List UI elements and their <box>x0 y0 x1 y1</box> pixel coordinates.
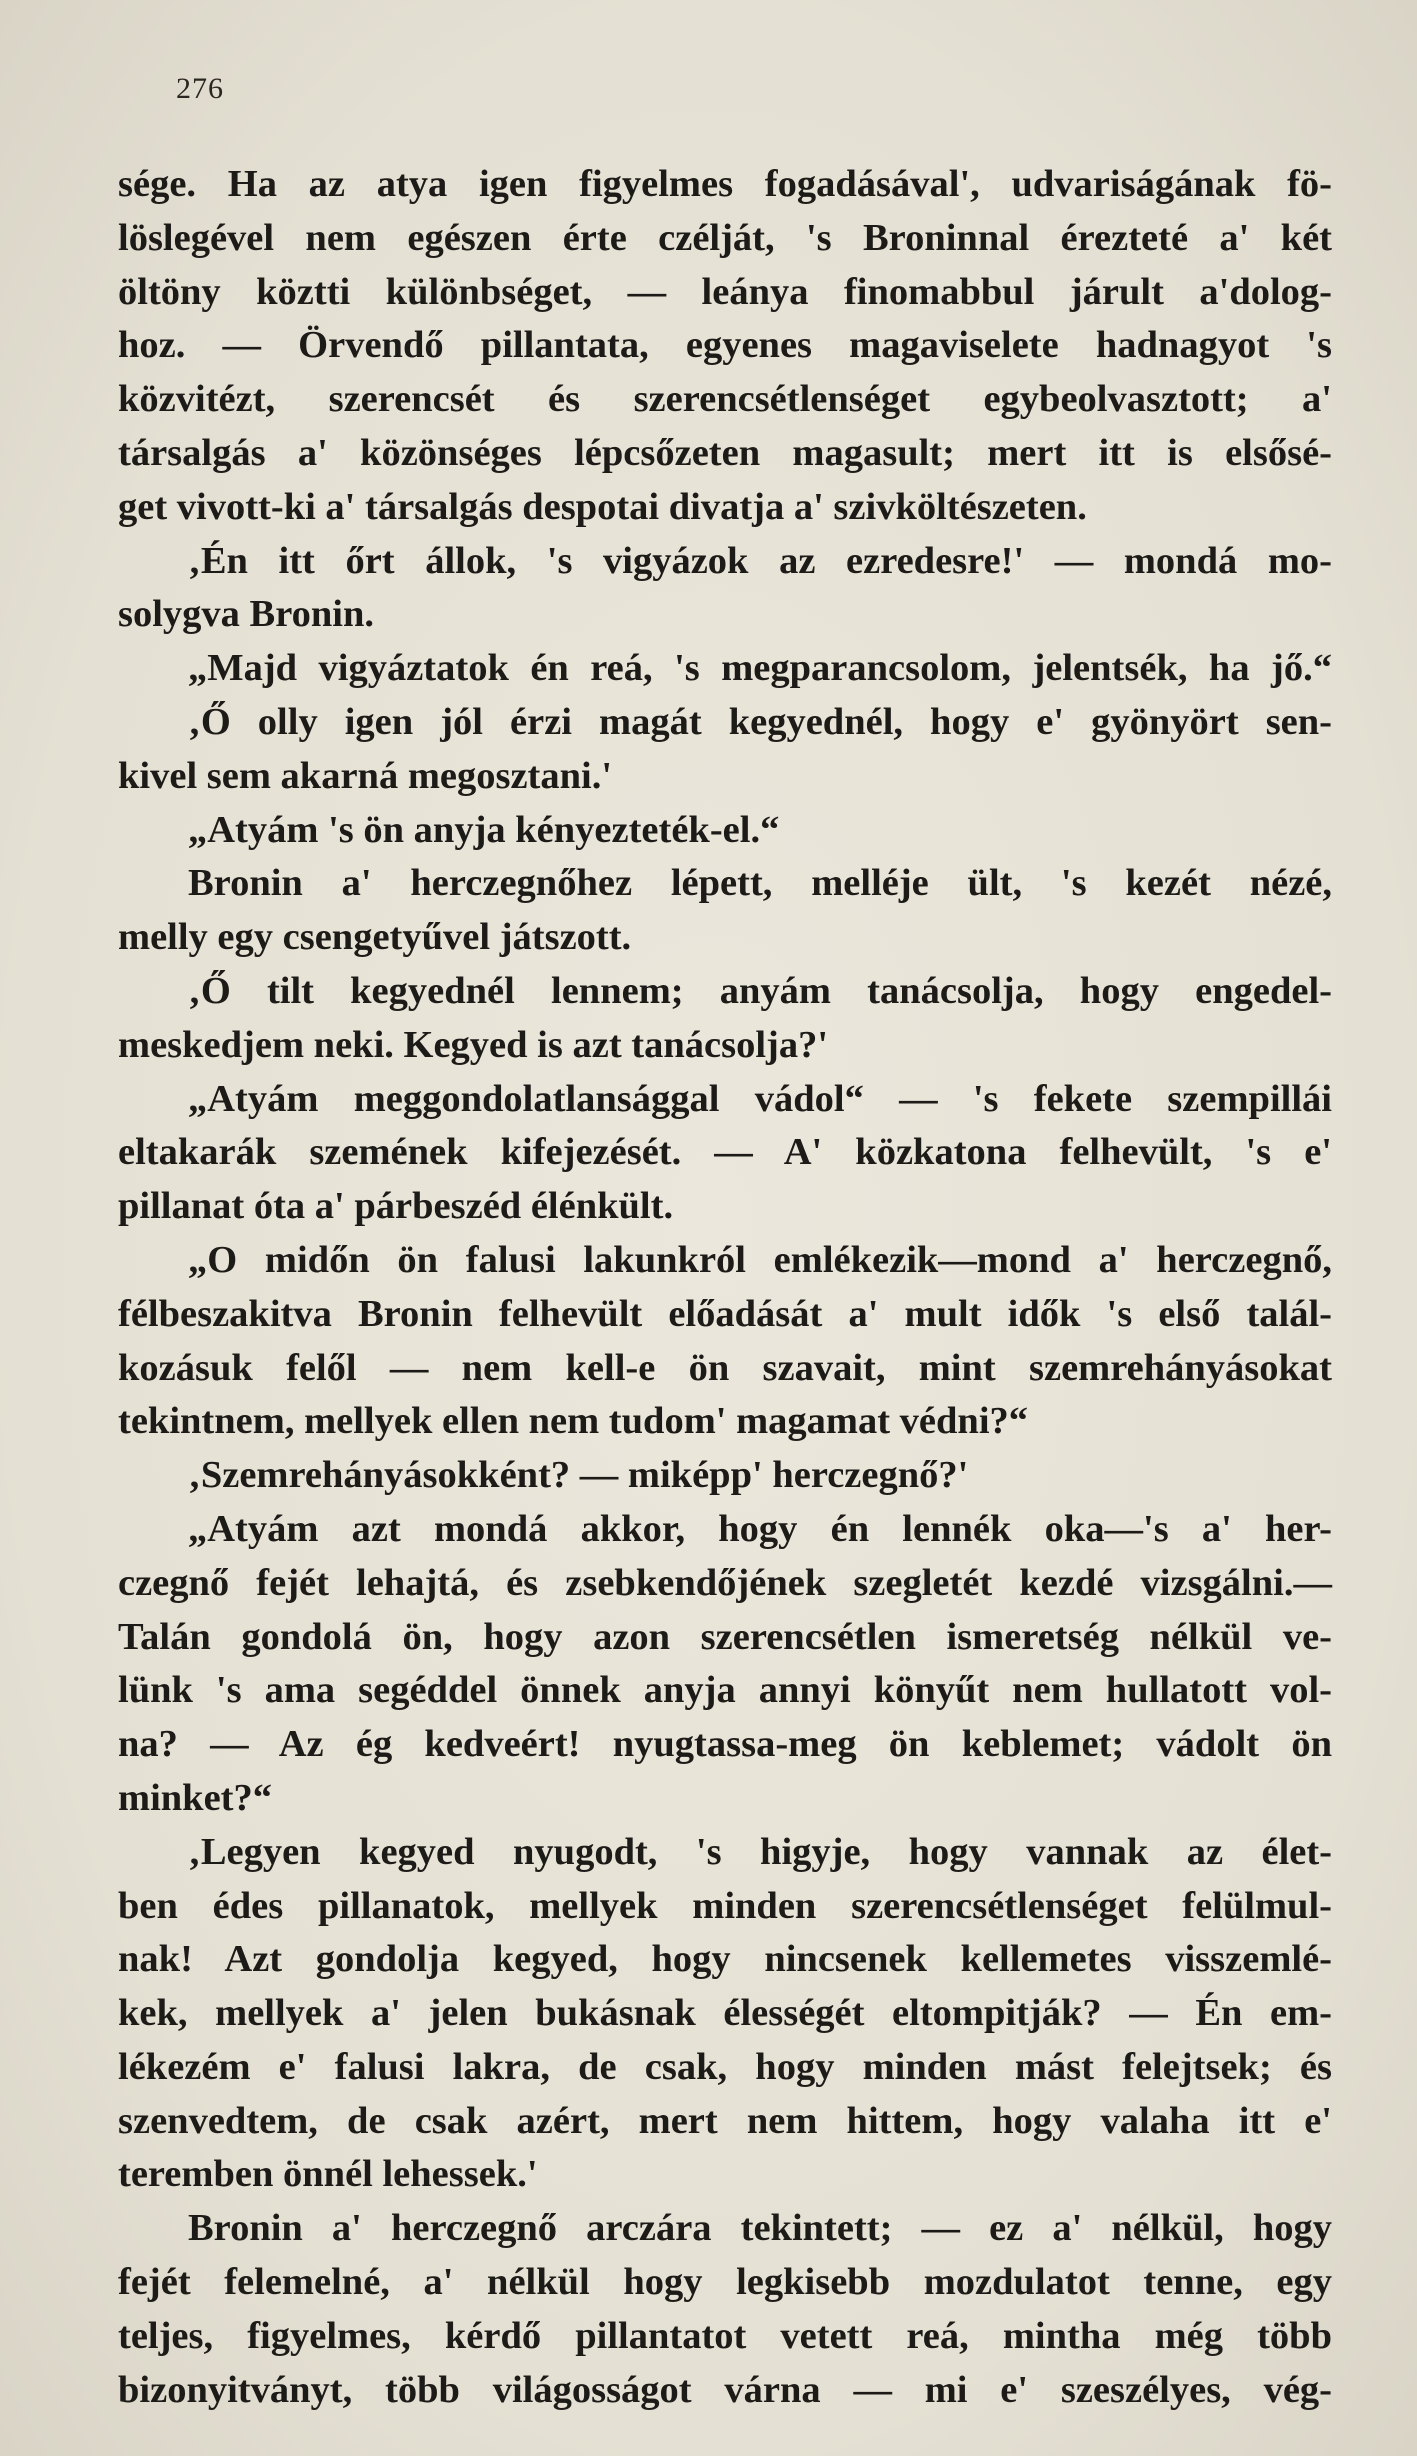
text-line: kozásuk felől — nem kell-e ön szavait, mint szemrehányásokat <box>118 1346 1332 1389</box>
text-line: pillanat óta a' párbeszéd élénkült. <box>118 1185 674 1228</box>
text-line: Talán gondolá ön, hogy azon szerencsétlen ismeretség nélkül ve- <box>118 1615 1332 1658</box>
text-line: „Majd vigyáztatok én reá, 's megparancsolom, jelentsék, ha jő.“ <box>188 647 1332 690</box>
text-line: Bronin a' herczegnőhez lépett, melléje ült, 's kezét nézé, <box>188 862 1332 905</box>
text-line: „O midőn ön falusi lakunkról emlékezik—mond a' herczegnő, <box>188 1238 1332 1281</box>
text-line: eltakarák szemének kifejezését. — A' közkatona felhevült, 's e' <box>118 1131 1332 1174</box>
text-line: ‚Szemrehányásokként? — miképp' herczegnő?' <box>188 1454 969 1497</box>
text-line: minket?“ <box>118 1776 272 1819</box>
text-line: tekintnem, mellyek ellen nem tudom' magamat védni?“ <box>118 1400 1029 1443</box>
text-line: hoz. — Örvendő pillantata, egyenes magaviselete hadnagyot 's <box>118 324 1332 367</box>
text-line: sége. Ha az atya igen figyelmes fogadásával', udvariságának fö- <box>118 163 1332 205</box>
text-line: Bronin a' herczegnő arczára tekintett; — ez a' nélkül, hogy <box>188 2207 1332 2250</box>
text-line: ‚Én itt őrt állok, 's vigyázok az ezredesre!' — mondá mo- <box>188 539 1332 582</box>
text-line: lékezém e' falusi lakra, de csak, hogy minden mást felejtsek; és <box>118 2045 1332 2088</box>
text-line: solygva Bronin. <box>118 593 375 636</box>
text-line: meskedjem neki. Kegyed is azt tanácsolja?' <box>118 1023 829 1066</box>
page-number: 276 <box>176 72 224 105</box>
text-line: ben édes pillanatok, mellyek minden szerencsétlenséget felülmul- <box>118 1884 1332 1927</box>
text-line: „Atyám azt mondá akkor, hogy én lennék oka—'s a' her- <box>188 1507 1332 1550</box>
text-line: „Atyám 's ön anyja kényezteték-el.“ <box>188 808 780 851</box>
text-line: fejét felemelné, a' nélkül hogy legkisebb mozdulatot tenne, egy <box>118 2261 1332 2304</box>
body-text <box>118 158 1332 2417</box>
text-line: ‚Ő olly igen jól érzi magát kegyednél, hogy e' gyönyört sen- <box>188 700 1332 743</box>
text-line: czegnő fejét lehajtá, és zsebkendőjének szegletét kezdé vizsgálni.— <box>118 1561 1332 1604</box>
text-line: félbeszakitva Bronin felhevült előadását a' mult idők 's első talál- <box>118 1292 1332 1335</box>
text-line: na? — Az ég kedveért! nyugtassa-meg ön keblemet; vádolt ön <box>118 1723 1332 1766</box>
text-line: bizonyitványt, több világosságot várna — mi e' szeszélyes, vég- <box>118 2368 1332 2411</box>
text-line: melly egy csengetyűvel játszott. <box>118 916 632 959</box>
text-line: társalgás a' közönséges lépcsőzeten magasult; mert itt is elsősé- <box>118 431 1332 474</box>
text-line: teljes, figyelmes, kérdő pillantatot vetett reá, mintha még több <box>118 2314 1332 2357</box>
text-line: ‚Ő tilt kegyednél lennem; anyám tanácsolja, hogy engedel- <box>188 969 1332 1012</box>
text-line: közvitézt, szerencsét és szerencsétlenséget egybeolvasztott; a' <box>118 378 1332 421</box>
text-line: lünk 's ama segéddel önnek anyja annyi könyűt nem hullatott vol- <box>118 1669 1332 1712</box>
text-line: kivel sem akarná megosztani.' <box>118 754 613 797</box>
text-line: ‚Legyen kegyed nyugodt, 's higyje, hogy vannak az élet- <box>188 1830 1332 1873</box>
text-line: szenvedtem, de csak azért, mert nem hittem, hogy valaha itt e' <box>118 2099 1332 2142</box>
text-line: „Atyám meggondolatlansággal vádol“ — 's fekete szempillái <box>188 1077 1332 1120</box>
text-line: kek, mellyek a' jelen bukásnak élességét eltompitják? — Én em- <box>118 1992 1332 2035</box>
text-line: öltöny köztti különbséget, — leánya finomabbul járult a'dolog- <box>118 270 1332 313</box>
text-line: nak! Azt gondolja kegyed, hogy nincsenek kellemetes visszemlé- <box>118 1938 1332 1981</box>
text-line: get vivott-ki a' társalgás despotai divatja a' szivköltészeten. <box>118 485 1087 528</box>
text-line: teremben önnél lehessek.' <box>118 2153 538 2196</box>
text-line: löslegével nem egészen érte czélját, 's Broninnal érezteté a' két <box>118 216 1332 259</box>
